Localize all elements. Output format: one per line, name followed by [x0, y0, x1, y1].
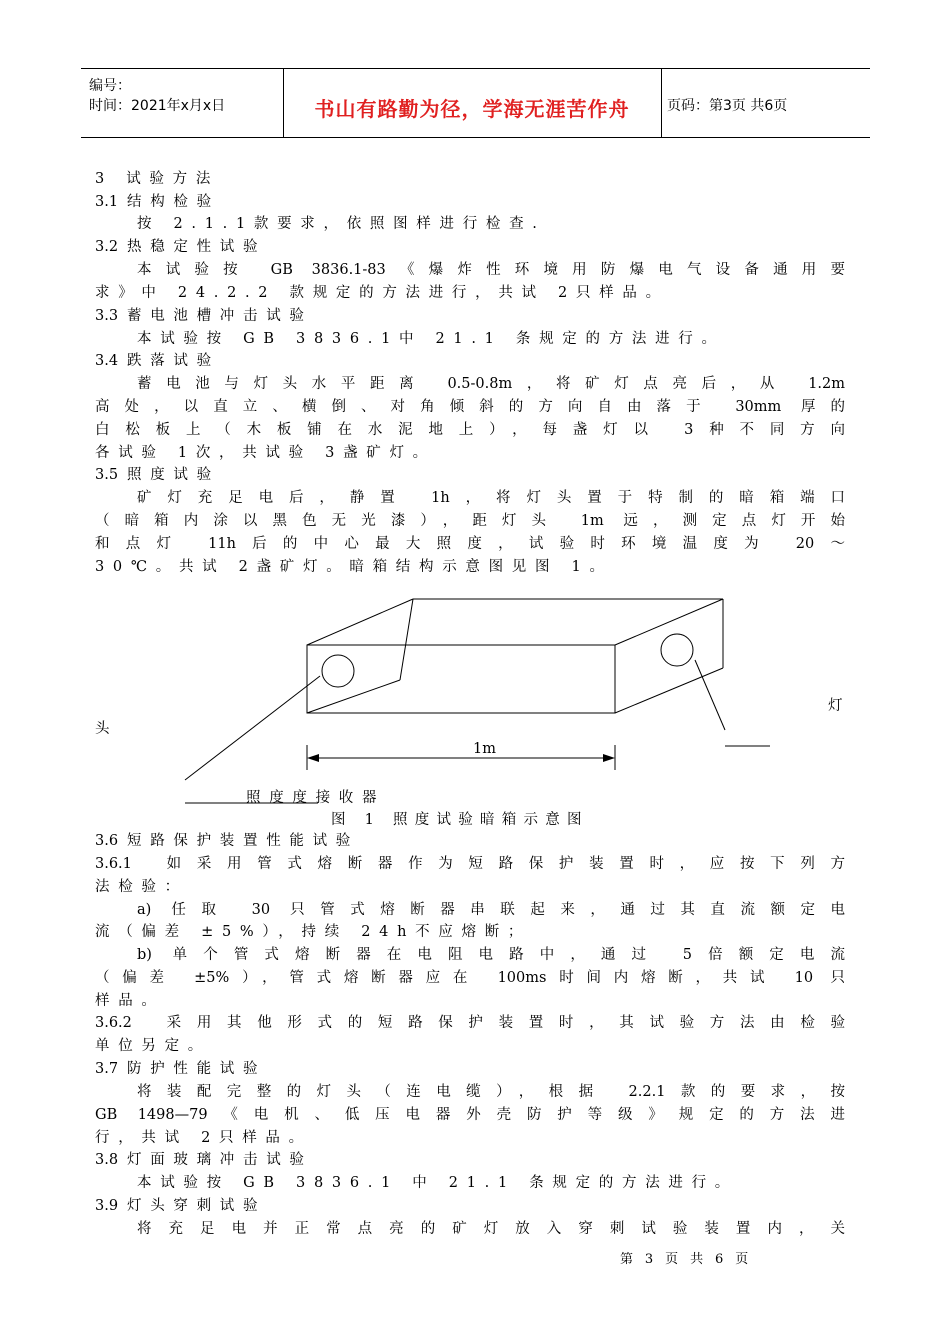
- lamp-head-label: 灯: [828, 698, 852, 714]
- paragraph-line: （偏差 ±5%），管式熔断器应在 100ms时间内熔断，共试 10 只: [95, 970, 845, 986]
- paragraph-line: 将装配完整的灯头（连电缆），根据 2.2.1款的要求，按: [137, 1084, 845, 1100]
- receiver-window: [322, 655, 354, 687]
- document-code: 编号：: [89, 78, 131, 94]
- section-3-6-heading: 3.6 短路保护装置性能试验: [95, 833, 359, 849]
- slogan: 书山有路勤为径，学海无涯苦作舟: [314, 97, 630, 121]
- box-edge: [307, 599, 413, 645]
- document-date: 时间：2021年x月x日: [89, 98, 226, 114]
- dimension-label: 1m: [473, 741, 496, 757]
- figure-caption: 图 1 照度试验暗箱示意图: [331, 812, 589, 828]
- box-edge: [615, 668, 723, 713]
- box-edge: [307, 680, 400, 713]
- paragraph-line: 求》中 24.2.2 款规定的方法进行，共试 2只样品。: [95, 285, 669, 301]
- box-edge: [615, 599, 723, 645]
- paragraph-line: 单位另定。: [95, 1038, 211, 1054]
- section-3-heading: 3 试验方法: [95, 171, 220, 187]
- paragraph-line: 将充足电并正常点亮的矿灯放入穿刺试验装置内，关: [137, 1221, 845, 1237]
- dimension-arrow-right: [603, 754, 615, 762]
- section-3-3-heading: 3.3 蓄电池槽冲击试验: [95, 308, 313, 324]
- paragraph-line: 样品。: [95, 993, 165, 1009]
- paragraph-line: 和点灯 11h后的中心最大照度，试验时环境温度为 20～: [95, 536, 845, 552]
- box-edge: [400, 599, 413, 680]
- lamp-head-label-wrap: 头: [95, 721, 119, 737]
- paragraph-line: 30℃。共试 2盏矿灯。暗箱结构示意图见图 1。: [95, 559, 613, 575]
- header-meta: [81, 69, 284, 137]
- box-front-face: [307, 645, 615, 713]
- paragraph-line: 白松板上（木板铺在水泥地上），每盏灯以 3种不同方向: [95, 422, 845, 438]
- paragraph-line: 本试验按 GB 3836.1中 21.1 条规定的方法进行。: [137, 331, 725, 347]
- lamp-leader-line: [695, 660, 725, 730]
- paragraph-line: 流（偏差 ±5%），持续 24h不应熔断；: [95, 924, 532, 940]
- paragraph-line: b) 单个管式熔断器在电阻电路中，通过 5倍额定电流: [137, 947, 845, 963]
- receiver-label: 照度度接收器: [246, 790, 386, 806]
- paragraph-line: a) 任取 30 只管式熔断器串联起来，通过其直流额定电: [137, 902, 845, 918]
- paragraph-line: 各试验 1次，共试验 3盏矿灯。: [95, 445, 436, 461]
- paragraph-line: 3.6.1 如采用管式熔断器作为短路保护装置时，应按下列方: [95, 856, 845, 872]
- header-slogan-cell: [283, 69, 662, 137]
- section-3-5-heading: 3.5 照度试验: [95, 467, 220, 483]
- receiver-leader-line: [185, 676, 320, 780]
- paragraph-line: 高处，以直立、横倒、对角倾斜的方向自由落于 30mm 厚的: [95, 399, 845, 415]
- page-number: 页码：第3页 共6页: [667, 98, 788, 114]
- paragraph-line: 按 2.1.1款要求，依照图样进行检查.: [137, 216, 546, 232]
- paragraph-line: GB 1498—79《电机、低压电器外壳防护等级》规定的方法进: [95, 1107, 845, 1123]
- paragraph-line: （暗箱内涂以黑色无光漆），距灯头 1m 远，测定点灯开始: [95, 513, 845, 529]
- section-3-8-heading: 3.8 灯面玻璃冲击试验: [95, 1152, 313, 1168]
- page-header: [81, 68, 870, 138]
- lamp-head-opening: [661, 634, 693, 666]
- section-3-9-heading: 3.9 灯头穿刺试验: [95, 1198, 267, 1214]
- paragraph-line: 蓄电池与灯头水平距离 0.5-0.8m，将矿灯点亮后，从 1.2m: [137, 376, 845, 392]
- paragraph-line: 本试验按 GB 3836.1-83《爆炸性环境用防爆电气设备通用要: [137, 262, 845, 278]
- section-3-4-heading: 3.4 跌落试验: [95, 353, 220, 369]
- paragraph-line: 矿灯充足电后，静置 1h，将灯头置于特制的暗箱端口: [137, 490, 845, 506]
- section-3-7-heading: 3.7 防护性能试验: [95, 1061, 267, 1077]
- paragraph-line: 行，共试 2只样品。: [95, 1130, 312, 1146]
- section-3-1-heading: 3.1 结构检验: [95, 194, 220, 210]
- page-footer: 第 3 页 共 6 页: [620, 1252, 753, 1267]
- dimension-arrow-left: [307, 754, 319, 762]
- header-page-cell: [661, 69, 870, 137]
- paragraph-line: 3.6.2 采用其他形式的短路保护装置时，其试验方法由检验: [95, 1015, 845, 1031]
- paragraph-line: 法检验：: [95, 879, 188, 895]
- section-3-2-heading: 3.2 热稳定性试验: [95, 239, 267, 255]
- paragraph-line: 本试验按 GB 3836.1 中 21.1 条规定的方法进行。: [137, 1175, 739, 1191]
